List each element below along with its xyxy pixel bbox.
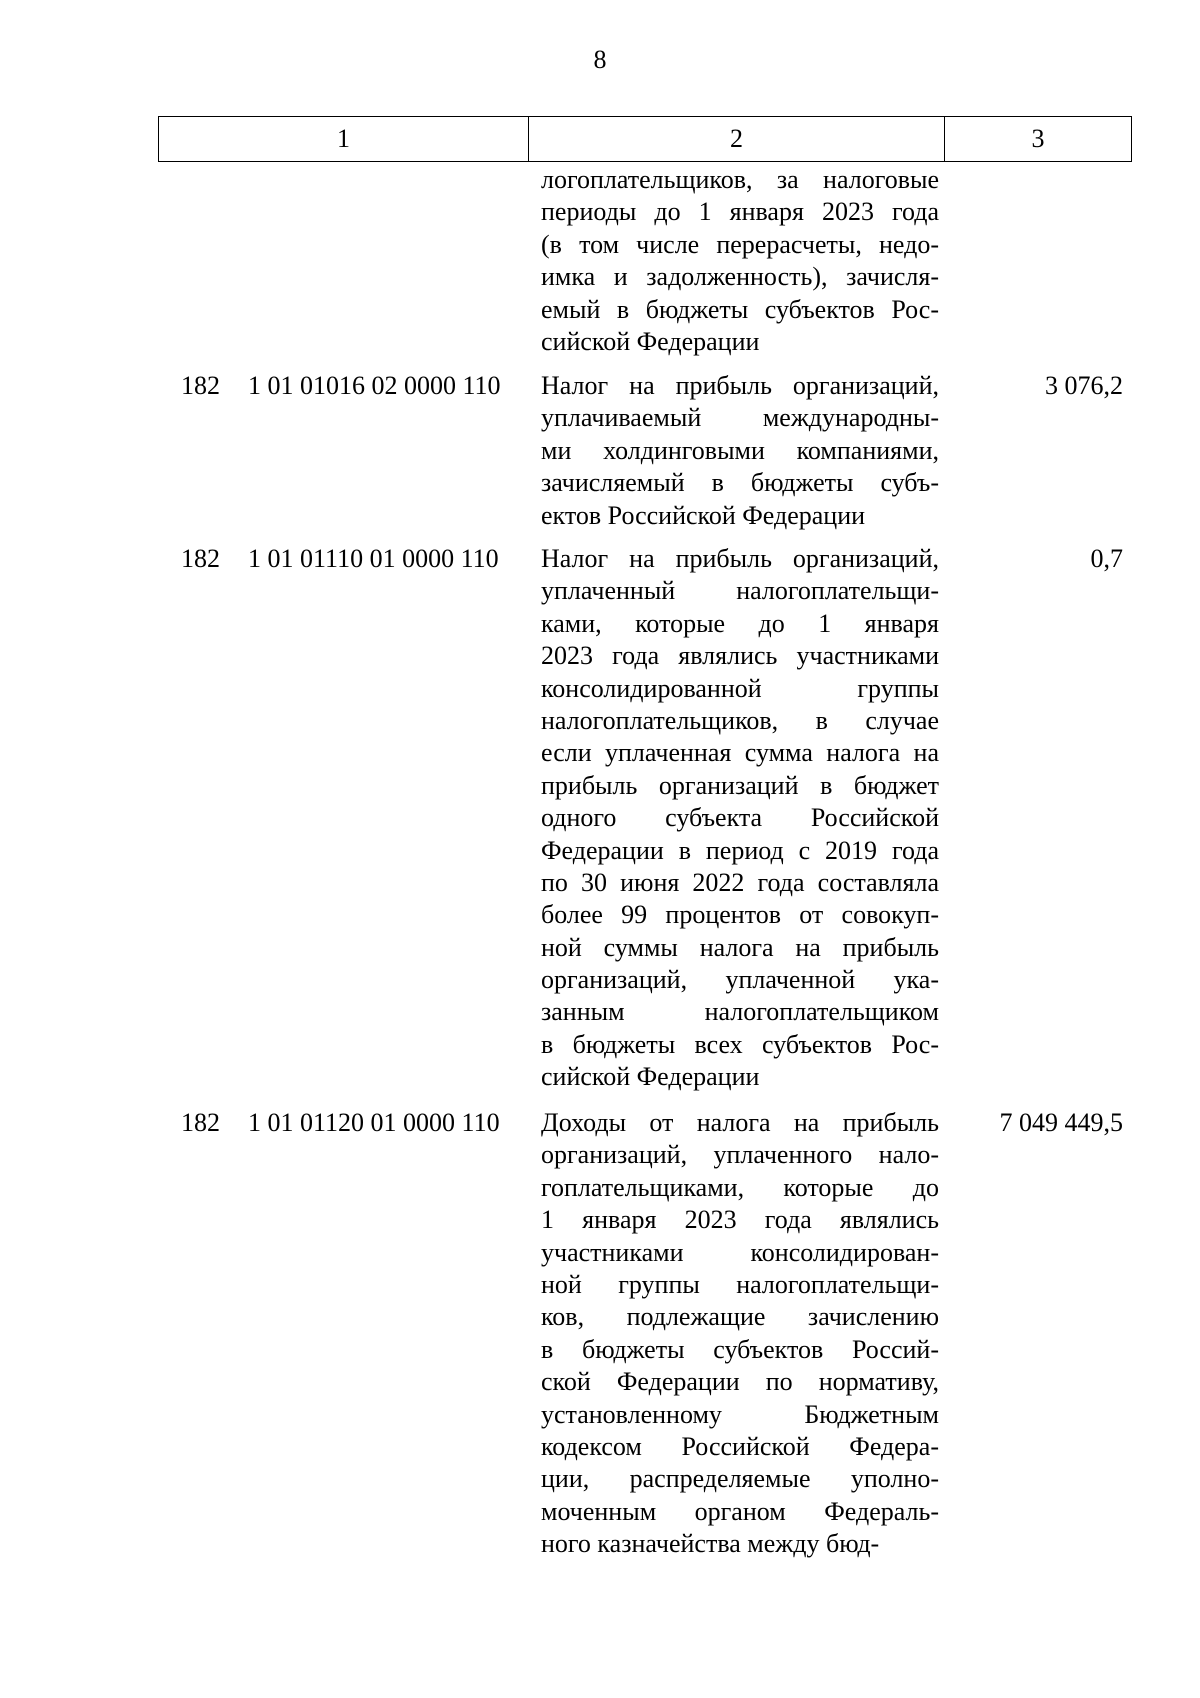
amount-cell: 3 076,2 — [1045, 371, 1123, 400]
income-name-line: налогоплательщиков, в случае — [541, 705, 939, 735]
amount-cell: 0,7 — [1090, 544, 1123, 573]
income-name-line: по 30 июня 2022 года составляла — [541, 867, 939, 897]
income-name-line: 1 января 2023 года являлись — [541, 1205, 939, 1235]
income-name-line: ной группы налогоплательщи- — [541, 1269, 939, 1299]
income-name-line: в бюджеты всех субъектов Рос- — [541, 1029, 939, 1059]
income-name-line: кодексом Российской Федера- — [541, 1431, 939, 1461]
income-name-line: Налог на прибыль организаций, — [541, 544, 939, 573]
income-name-line: гоплательщиками, которые до — [541, 1172, 939, 1202]
income-name-line: участниками консолидирован- — [541, 1237, 939, 1267]
income-name-line: ми холдинговыми компаниями, — [541, 435, 939, 465]
income-name-cell — [541, 164, 939, 358]
income-name-line: периоды до 1 января 2023 года — [541, 197, 939, 227]
income-name-line: прибыль организаций в бюджет — [541, 770, 939, 800]
income-name-line: организаций, уплаченной ука- — [541, 965, 939, 995]
income-name-line: зачисляемый в бюджеты субъ- — [541, 468, 939, 498]
admin-code-cell: 182 — [181, 371, 220, 400]
income-name-line: моченным органом Федераль- — [541, 1496, 939, 1526]
income-name-line: ками, которые до 1 января — [541, 608, 939, 638]
income-name-line: ной суммы налога на прибыль — [541, 932, 939, 962]
budget-classification-code-cell: 1 01 01110 01 0000 110 — [248, 544, 499, 573]
income-name-line: ции, распределяемые уполно- — [541, 1464, 939, 1494]
income-name-cell — [541, 543, 939, 1094]
income-name-cell — [541, 1107, 939, 1560]
income-name-line: логоплательщиков, за налоговые — [541, 165, 939, 194]
income-name-line: Федерации в период с 2019 года — [541, 835, 939, 865]
income-name-line: уплаченный налогоплательщи- — [541, 576, 939, 606]
admin-code-cell: 182 — [181, 1108, 220, 1137]
income-name-line: 2023 года являлись участниками — [541, 641, 939, 671]
column-header-2: 2 — [529, 117, 945, 162]
income-name-line: одного субъекта Российской — [541, 803, 939, 833]
income-name-line: Налог на прибыль организаций, — [541, 371, 939, 400]
income-name-line: ектов Российской Федерации — [541, 500, 866, 530]
budget-classification-code-cell: 1 01 01016 02 0000 110 — [248, 371, 501, 400]
income-name-line: Доходы от налога на прибыль — [541, 1108, 939, 1137]
income-name-cell — [541, 370, 939, 532]
income-name-line: ного казначейства между бюд- — [541, 1529, 880, 1559]
column-header-1: 1 — [159, 117, 529, 162]
income-name-line: если уплаченная сумма налога на — [541, 738, 939, 768]
admin-code-cell: 182 — [181, 544, 220, 573]
income-name-line: (в том числе перерасчеты, недо- — [541, 229, 939, 259]
income-name-line: установленному Бюджетным — [541, 1399, 939, 1429]
income-name-line: сийской Федерации — [541, 1062, 760, 1092]
column-header-3: 3 — [945, 117, 1132, 162]
income-name-line: занным налогоплательщиком — [541, 997, 939, 1027]
table-header — [158, 116, 1132, 162]
income-name-line: ской Федерации по нормативу, — [541, 1367, 939, 1397]
income-name-line: имка и задолженность), зачисля- — [541, 262, 939, 292]
income-name-line: более 99 процентов от совокуп- — [541, 900, 939, 930]
income-name-line: организаций, уплаченного нало- — [541, 1140, 939, 1170]
budget-classification-code-cell: 1 01 01120 01 0000 110 — [248, 1108, 500, 1137]
income-name-line: консолидированной группы — [541, 673, 939, 703]
income-name-line: ков, подлежащие зачислению — [541, 1302, 939, 1332]
income-name-line: емый в бюджеты субъектов Рос- — [541, 294, 939, 324]
income-name-line: в бюджеты субъектов Россий- — [541, 1334, 939, 1364]
amount-cell: 7 049 449,5 — [999, 1108, 1123, 1137]
page-number: 8 — [593, 45, 607, 74]
income-name-line: сийской Федерации — [541, 326, 760, 356]
income-name-line: уплачиваемый международны- — [541, 403, 939, 433]
